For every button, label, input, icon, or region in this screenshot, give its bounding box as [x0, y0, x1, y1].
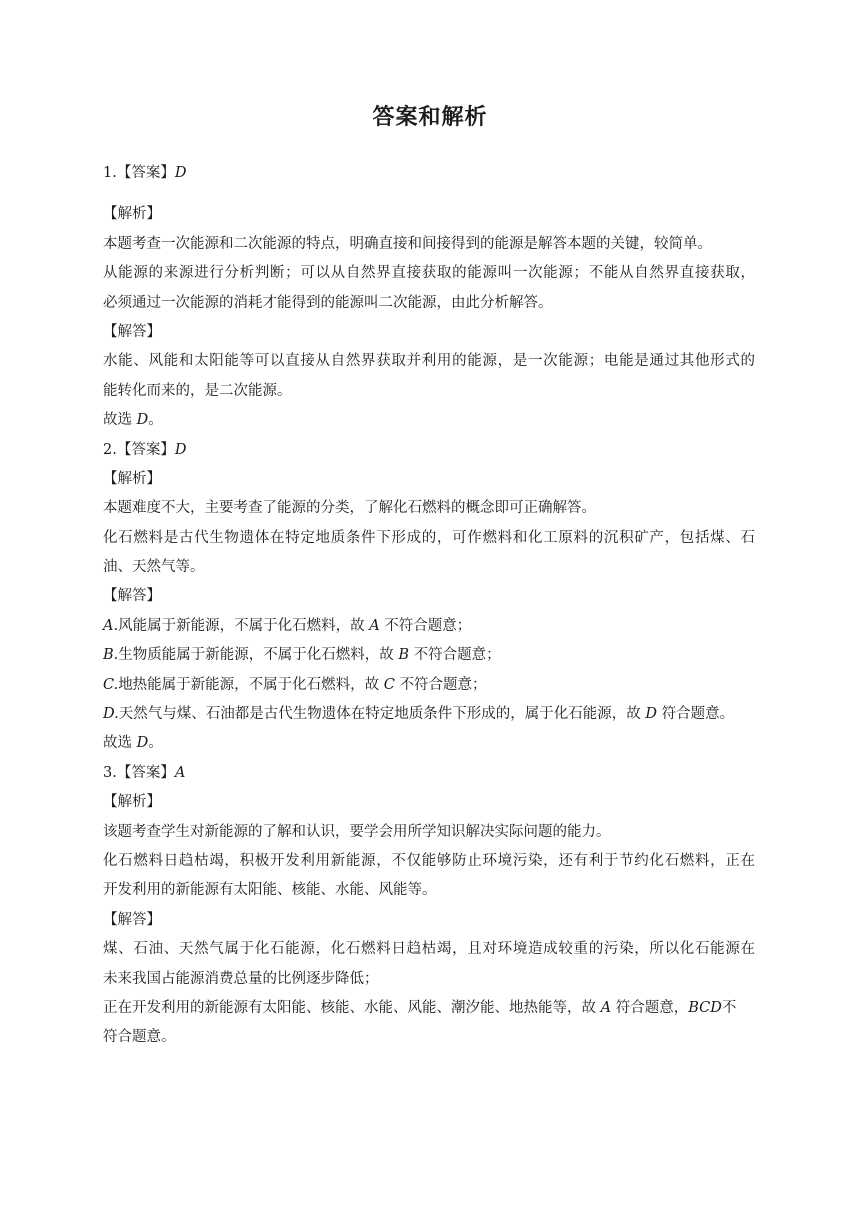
- q1-answer: 1.【答案】D: [103, 165, 187, 181]
- q2-analysis-line: 本题难度不大，主要考查了能源的分类，了解化石燃料的概念即可正确解答。: [103, 500, 596, 517]
- q2-option-c: C.地热能属于新能源，不属于化石燃料，故 C 不符合题意；: [103, 676, 487, 693]
- q3-solution-line: 符合题意。: [103, 1029, 176, 1046]
- q2-conclusion: 故选 D。: [103, 735, 163, 752]
- q2-analysis-label: 【解析】: [103, 470, 161, 487]
- q3-solution-line: 煤、石油、天然气属于化石能源，化石燃料日趋枯竭，且对环境造成较重的污染，所以化石能源在: [103, 941, 755, 958]
- q1-analysis-line: 本题考查一次能源和二次能源的特点，明确直接和间接得到的能源是解答本题的关键，较简单。: [103, 235, 712, 252]
- q1-analysis-line: 必须通过一次能源的消耗才能得到的能源叫二次能源，由此分析解答。: [103, 294, 553, 311]
- q2-solution-label: 【解答】: [103, 588, 161, 605]
- q1-solution-line: 能转化而来的，是二次能源。: [103, 382, 292, 399]
- q3-solution-label: 【解答】: [103, 911, 161, 928]
- q3-analysis-line: 化石燃料日趋枯竭，积极开发利用新能源，不仅能够防止环境污染，还有利于节约化石燃料，正在: [103, 852, 755, 869]
- q2-answer: 2.【答案】D: [103, 441, 187, 458]
- answer-content: [103, 159, 755, 1053]
- q1-conclusion: 故选 D。: [103, 412, 163, 429]
- q3-solution-line: 正在开发利用的新能源有太阳能、核能、水能、风能、潮汐能、地热能等，故 A 符合题意，BCD不: [103, 999, 737, 1016]
- q2-option-a: A.风能属于新能源，不属于化石燃料，故 A 不符合题意；: [103, 617, 472, 634]
- q3-answer: 3.【答案】A: [103, 764, 186, 781]
- q1-analysis-line: 从能源的来源进行分析判断；可以从自然界直接获取的能源叫一次能源；不能从自然界直接获取，: [103, 265, 755, 282]
- q3-analysis-label: 【解析】: [103, 794, 161, 811]
- q2-option-b: B.生物质能属于新能源，不属于化石燃料，故 B 不符合题意；: [103, 647, 501, 664]
- page-title: 答案和解析: [372, 105, 488, 130]
- q1-solution-label: 【解答】: [103, 323, 161, 340]
- q1-solution-line: 水能、风能和太阳能等可以直接从自然界获取并利用的能源，是一次能源；电能是通过其他形式的: [103, 353, 755, 370]
- q1-analysis-label: 【解析】: [103, 206, 161, 223]
- q3-analysis-line: 开发利用的新能源有太阳能、核能、水能、风能等。: [103, 882, 437, 899]
- q2-analysis-line: 化石燃料是古代生物遗体在特定地质条件下形成的，可作燃料和化工原料的沉积矿产，包括煤、石: [103, 529, 755, 546]
- q3-solution-line: 未来我国占能源消费总量的比例逐步降低；: [103, 970, 379, 987]
- q2-analysis-line: 油、天然气等。: [103, 559, 205, 576]
- q3-analysis-line: 该题考查学生对新能源的了解和认识，要学会用所学知识解决实际问题的能力。: [103, 823, 611, 840]
- q2-option-d: D.天然气与煤、石油都是古代生物遗体在特定地质条件下形成的，属于化石能源，故 D 符合题意。: [103, 706, 735, 723]
